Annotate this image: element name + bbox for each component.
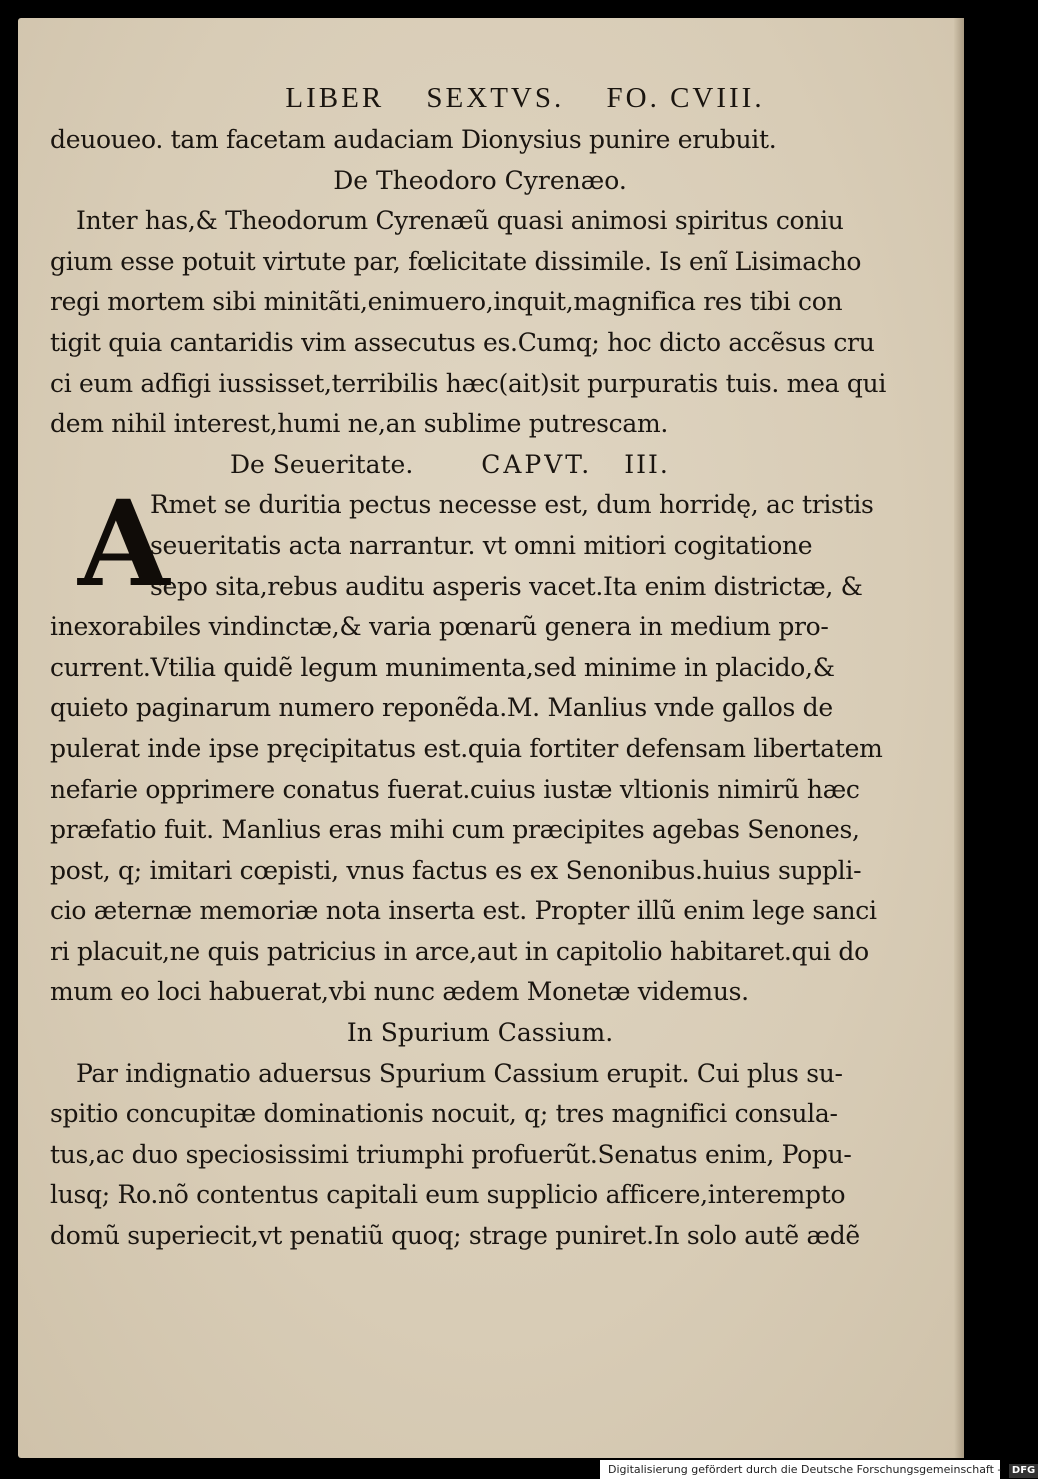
chapter-heading bbox=[50, 445, 910, 486]
text-line: cio æternæ memoriæ nota inserta est. Propter illũ enim lege sanci bbox=[50, 896, 877, 926]
text-line: ri placuit,ne quis patricius in arce,aut in capitolio habitaret.qui do bbox=[50, 936, 869, 966]
text-line: pulerat inde ipse pręcipitatus est.quia fortiter defensam libertatem bbox=[50, 733, 883, 763]
text-line: spitio concupitæ dominationis nocuit, q; tres magnifici consula- bbox=[50, 1099, 838, 1129]
text-line: nefarie opprimere conatus fuerat.cuius iustæ vltionis nimirũ hæc bbox=[50, 774, 860, 804]
text-line: current.Vtilia quidẽ legum munimenta,sed minime in placido,& bbox=[50, 652, 835, 682]
dfg-logo: DFG bbox=[1009, 1464, 1038, 1478]
header-part: SEXTVS. bbox=[426, 82, 565, 114]
text-line: Rmet se duritia pectus necesse est, dum horridę, ac tristis bbox=[150, 490, 874, 520]
text-line: inexorabiles vindinctæ,& varia pœnarũ genera in medium pro- bbox=[50, 612, 829, 642]
text-line: deuoueo. tam facetam audaciam Dionysius punire erubuit. bbox=[50, 125, 777, 154]
text-line: Par indignatio aduersus Spurium Cassium erupit. Cui plus su- bbox=[76, 1058, 843, 1088]
text-line: tus,ac duo speciosissimi triumphi profuerũt.Senatus enim, Popu- bbox=[50, 1139, 852, 1169]
text-line: domũ superiecit,vt penatiũ quoq; strage puniret.In solo autẽ ædẽ bbox=[50, 1221, 860, 1251]
running-header bbox=[140, 76, 910, 120]
text-line: gium esse potuit virtute par, fœlicitate dissimile. Is enĩ Lisimacho bbox=[50, 246, 862, 276]
text-line: regi mortem sibi minitãti,enimuero,inquit,magnifica res tibi con bbox=[50, 287, 843, 317]
book-page bbox=[18, 18, 964, 1458]
page-text bbox=[50, 76, 910, 1257]
text-line: quieto paginarum numero reponẽda.M. Manlius vnde gallos de bbox=[50, 693, 833, 723]
chapter-label: CAPVT. bbox=[481, 449, 593, 479]
section-heading: De Theodoro Cyrenæo. bbox=[333, 165, 627, 195]
text-line: seueritatis acta narrantur. vt omni mitiori cogitatione bbox=[150, 530, 813, 560]
text-line: mum eo loci habuerat,vbi nunc ædem Monetæ videmus. bbox=[50, 977, 749, 1007]
text-line: dem nihil interest,humi ne,an sublime putrescam. bbox=[50, 409, 668, 439]
text-line: post, q; imitari cœpisti, vnus factus es ex Senonibus.huius suppli- bbox=[50, 855, 862, 885]
chapter-title: De Seueritate. bbox=[230, 449, 414, 479]
chapter-number: III. bbox=[624, 449, 670, 479]
digitization-credit bbox=[600, 1460, 1036, 1479]
text-line: ci eum adfigi iussisset,terribilis hæc(ait)sit purpuratis tuis. mea qui bbox=[50, 368, 887, 398]
dropcap-paragraph bbox=[50, 474, 910, 614]
section-heading: In Spurium Cassium. bbox=[346, 1018, 614, 1048]
page-edge bbox=[954, 18, 964, 1458]
text-line: tigit quia cantaridis vim assecutus es.Cumq; hoc dicto accẽsus cru bbox=[50, 327, 875, 357]
text-line: lusq; Ro.nõ contentus capitali eum supplicio afficere,interempto bbox=[50, 1180, 846, 1210]
header-folio: FO. CVIII. bbox=[606, 82, 765, 114]
header-book: LIBER bbox=[285, 82, 385, 114]
drop-capital: A bbox=[78, 474, 170, 614]
text-line: præfatio fuit. Manlius eras mihi cum præcipites agebas Senones, bbox=[50, 815, 860, 845]
text-line: Inter has,& Theodorum Cyrenæũ quasi animosi spiritus coniu bbox=[76, 206, 844, 236]
credit-text: Digitalisierung gefördert durch die Deutsche Forschungsgemeinschaft - bbox=[608, 1463, 1002, 1476]
text-line: sepo sita,rebus auditu asperis vacet.Ita enim districtæ, & bbox=[150, 571, 863, 601]
